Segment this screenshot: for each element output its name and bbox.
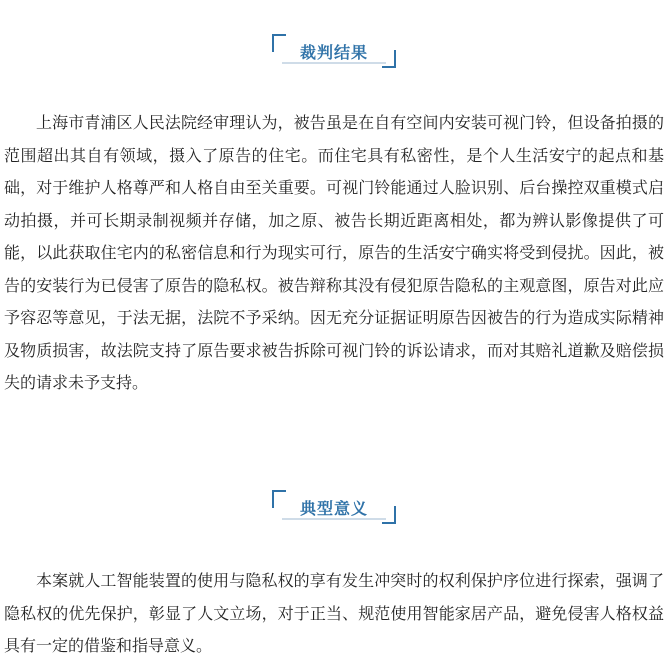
section-heading-significance <box>0 490 668 530</box>
heading-frame <box>272 490 396 524</box>
heading-frame <box>272 34 396 68</box>
section-body-significance: 本案就人工智能装置的使用与隐私权的享有发生冲突时的权利保护序位进行探索，强调了隐私权的优先保护，彰显了人文立场，对于正当、规范使用智能家居产品，避免侵害人格权益具有一定的借鉴和指导意义。 <box>4 571 664 655</box>
section-body-judgment: 上海市青浦区人民法院经审理认为，被告虽是在自有空间内安装可视门铃，但设备拍摄的范围超出其自有领域，摄入了原告的住宅。而住宅具有私密性，是个人生活安宁的起点和基础，对于维护人格尊严和人格自由至关重要。可视门铃能通过人脸识别、后台操控双重模式启动拍摄，并可长期录制视频并存储，加之原、被告长期近距离相处，都为辨认影像提供了可能，以此获取住宅内的私密信息和行为现实可行，原告的生活安宁确实将受到侵扰。因此，被告的安装行为已侵害了原告的隐私权。被告辩称其没有侵犯原告隐私的主观意图，原告对此应予容忍等意见，于法无据，法院不予采纳。因无充分证据证明原告因被告的行为造成实际精神及物质损害，故法院支持了原告要求被告拆除可视门铃的诉讼请求，而对其赔礼道歉及赔偿损失的请求未予支持。 <box>4 113 664 392</box>
section-title: 典型意义 <box>299 499 368 518</box>
section-title: 裁判结果 <box>299 43 368 62</box>
section-heading-judgment <box>0 34 668 74</box>
